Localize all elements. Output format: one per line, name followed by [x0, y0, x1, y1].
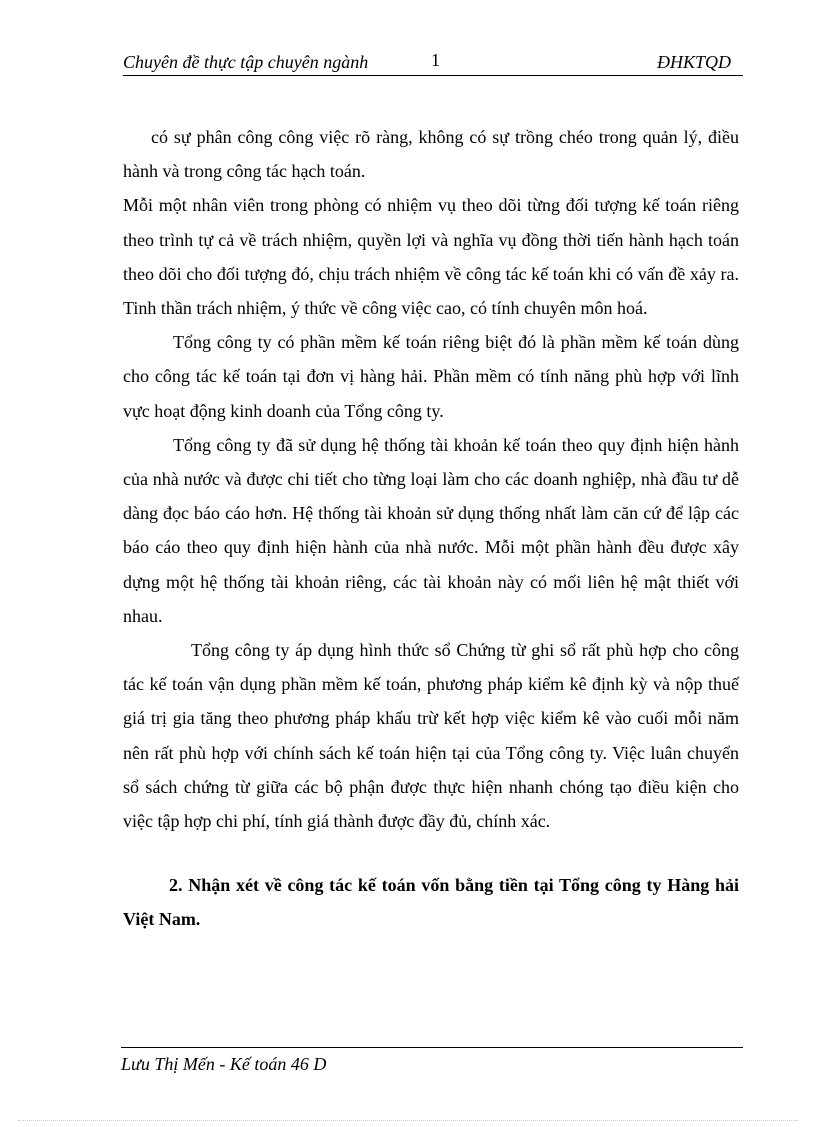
- header-institution: ĐHKTQD: [656, 52, 731, 72]
- page-footer: Lưu Thị Mến - Kế toán 46 D: [121, 1054, 327, 1074]
- paragraph-4: Tổng công ty đã sử dụng hệ thống tài khoản kế toán theo quy định hiện hành của nhà nước và được chi tiết cho từng loại làm cho các doanh nghiệp, nhà đầu tư dễ dàng đọc báo cáo hơn. Hệ thống tài khoản sử dụng thống nhất làm căn cứ để lập các báo cáo theo quy định hiện hành của nhà nước. Mỗi một phần hành đều được xây dựng một hệ thống tài khoản riêng, các tài khoản này có mối liên hệ mật thiết với nhau.: [123, 434, 739, 626]
- section-heading: 2. Nhận xét về công tác kế toán vốn bằng tiền tại Tổng công ty Hàng hải Việt Nam.: [123, 875, 739, 930]
- header-divider: [123, 75, 743, 76]
- page-number: 1: [431, 50, 440, 70]
- page-header: [123, 52, 743, 74]
- paragraph-3: Tổng công ty có phần mềm kế toán riêng biệt đó là phần mềm kế toán dùng cho công tác kế toán tại đơn vị hàng hải. Phần mềm có tính năng phù hợp với lĩnh vực hoạt động kinh doanh của Tổng công ty.: [123, 332, 739, 421]
- header-title: Chuyên đề thực tập chuyên ngành: [123, 52, 369, 72]
- document-body: [123, 120, 739, 937]
- page-bottom-dotted-line: [18, 1120, 798, 1121]
- paragraph-5: Tổng công ty áp dụng hình thức sổ Chứng từ ghi sổ rất phù hợp cho công tác kế toán vận dụng phần mềm kế toán, phương pháp kiểm kê định kỳ và nộp thuế giá trị gia tăng theo phương pháp khấu trừ kết hợp việc kiểm kê vào cuối mỗi năm nên rất phù hợp với chính sách kế toán hiện tại của Tổng công ty. Việc luân chuyển sổ sách chứng từ giữa các bộ phận được thực hiện nhanh chóng tạo điều kiện cho việc tập hợp chi phí, tính giá thành được đầy đủ, chính xác.: [123, 640, 739, 832]
- footer-divider: [121, 1047, 743, 1048]
- paragraph-2: Mỗi một nhân viên trong phòng có nhiệm vụ theo dõi từng đối tượng kế toán riêng theo trình tự cả về trách nhiệm, quyền lợi và nghĩa vụ đồng thời tiến hành hạch toán theo dõi cho đối tượng đó, chịu trách nhiệm về công tác kế toán khi có vấn đề xảy ra. Tinh thần trách nhiệm, ý thức về công việc cao, có tính chuyên môn hoá.: [123, 195, 739, 319]
- paragraph-1: có sự phân công công việc rõ ràng, không có sự trồng chéo trong quản lý, điều hành và trong công tác hạch toán.: [123, 127, 739, 182]
